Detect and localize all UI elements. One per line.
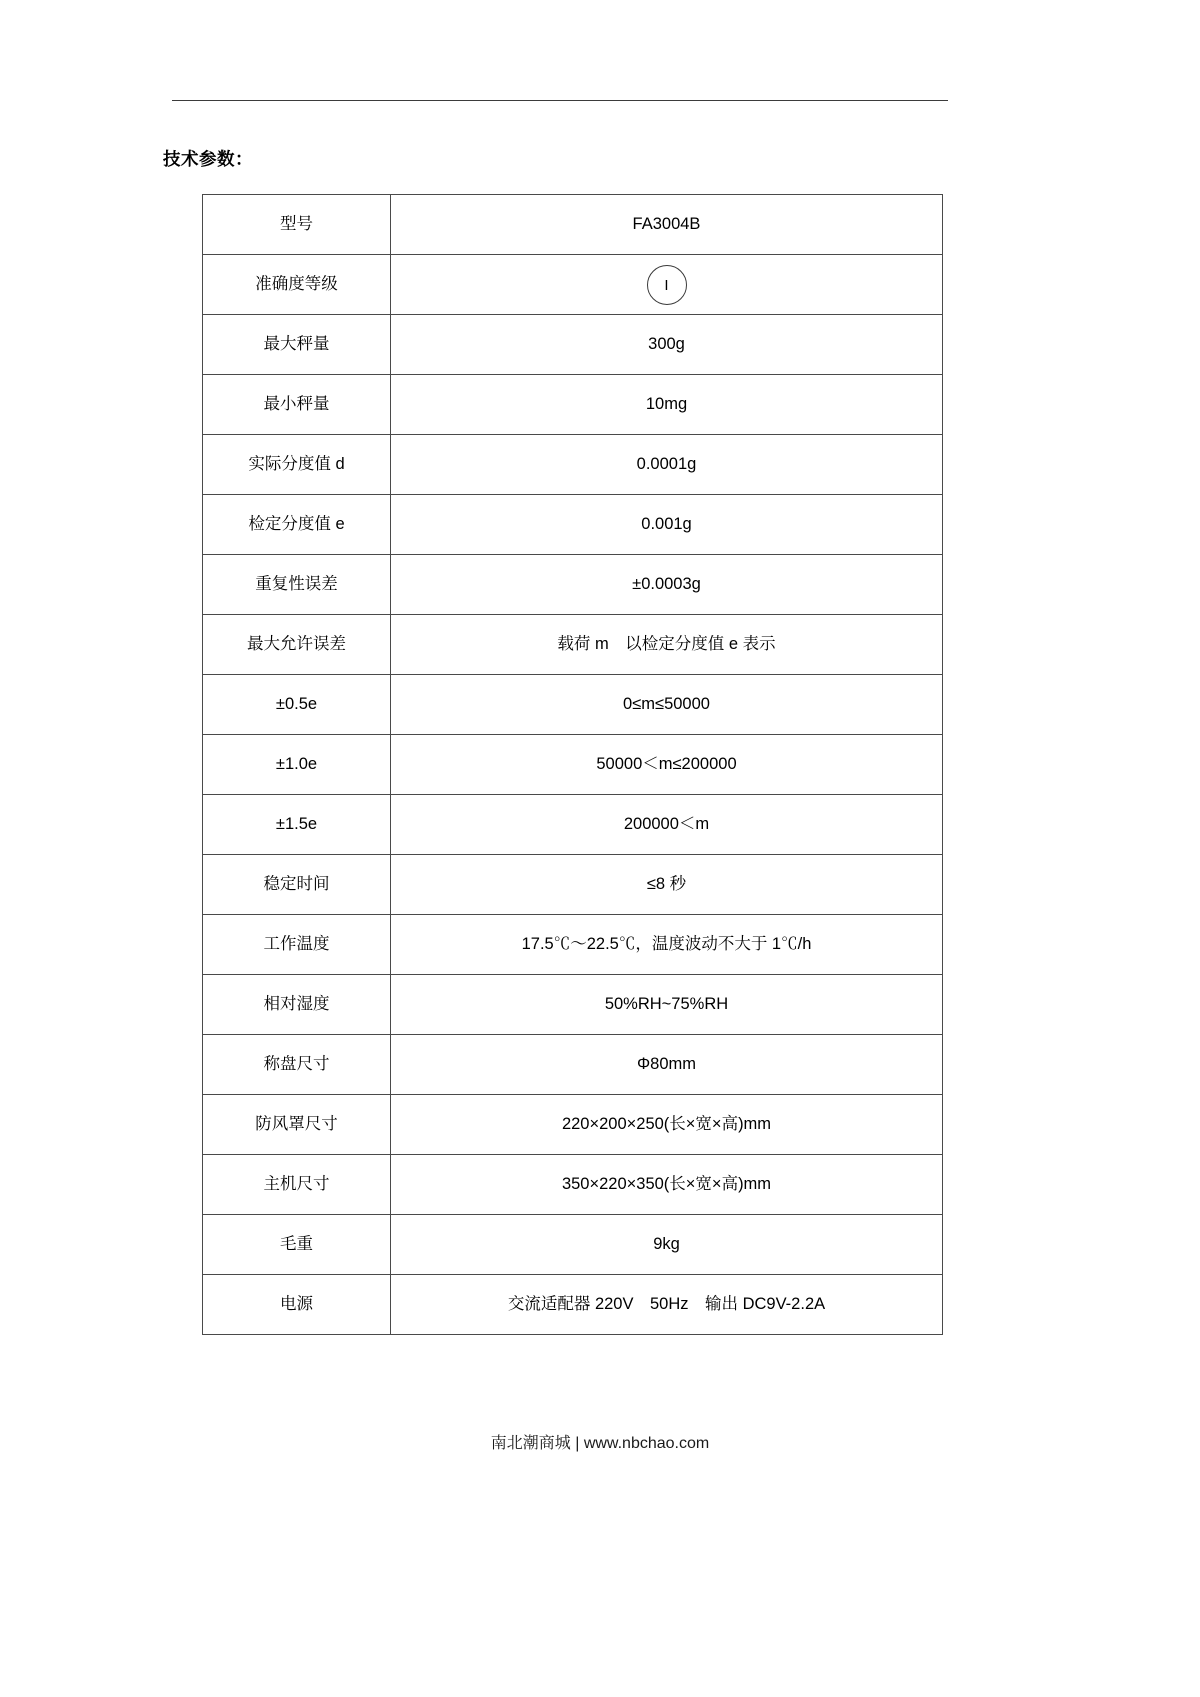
footer-text: 南北潮商城 | www.nbchao.com xyxy=(490,1435,710,1452)
spec-value: 200000＜m xyxy=(391,795,943,855)
spec-value: 交流适配器 220V 50Hz 输出 DC9V-2.2A xyxy=(391,1275,943,1335)
table-row xyxy=(203,1095,943,1155)
spec-value: FA3004B xyxy=(391,195,943,255)
spec-value: 0≤m≤50000 xyxy=(391,675,943,735)
spec-value: ±0.0003g xyxy=(391,555,943,615)
table-row xyxy=(203,735,943,795)
table-row xyxy=(203,615,943,675)
spec-value: 220×200×250(长×宽×高)mm xyxy=(391,1095,943,1155)
spec-label: 防风罩尺寸 xyxy=(203,1095,391,1155)
table-row xyxy=(203,1215,943,1275)
table-row xyxy=(203,555,943,615)
spec-label: 电源 xyxy=(203,1275,391,1335)
spec-label: ±1.0e xyxy=(203,735,391,795)
table-row xyxy=(203,915,943,975)
spec-label: 检定分度值 e xyxy=(203,495,391,555)
spec-value: 0.001g xyxy=(391,495,943,555)
table-row xyxy=(203,375,943,435)
specifications-table xyxy=(202,194,943,1335)
page-title: 技术参数： xyxy=(163,149,253,169)
table-body xyxy=(203,195,943,1335)
spec-label: ±1.5e xyxy=(203,795,391,855)
spec-label: 相对湿度 xyxy=(203,975,391,1035)
spec-value: ≤8 秒 xyxy=(391,855,943,915)
spec-label: 工作温度 xyxy=(203,915,391,975)
accuracy-class-circle: I xyxy=(647,265,687,305)
table-row xyxy=(203,975,943,1035)
table-row xyxy=(203,855,943,915)
table-row xyxy=(203,495,943,555)
table-row xyxy=(203,795,943,855)
table-row xyxy=(203,195,943,255)
table-row xyxy=(203,1035,943,1095)
spec-label: 毛重 xyxy=(203,1215,391,1275)
spec-label: 重复性误差 xyxy=(203,555,391,615)
spec-value: Φ80mm xyxy=(391,1035,943,1095)
table-row xyxy=(203,315,943,375)
table-row xyxy=(203,1275,943,1335)
spec-label: 称盘尺寸 xyxy=(203,1035,391,1095)
spec-label: 稳定时间 xyxy=(203,855,391,915)
spec-value: 17.5℃～22.5℃，温度波动不大于 1℃/h xyxy=(391,915,943,975)
header-divider xyxy=(172,100,948,101)
table-row xyxy=(203,255,943,315)
spec-label: 最小秤量 xyxy=(203,375,391,435)
spec-value: 50%RH~75%RH xyxy=(391,975,943,1035)
spec-label: 最大允许误差 xyxy=(203,615,391,675)
spec-value: 50000＜m≤200000 xyxy=(391,735,943,795)
spec-label: 主机尺寸 xyxy=(203,1155,391,1215)
spec-value: 0.0001g xyxy=(391,435,943,495)
spec-value: 10mg xyxy=(391,375,943,435)
spec-value: 载荷 m 以检定分度值 e 表示 xyxy=(391,615,943,675)
spec-label: ±0.5e xyxy=(203,675,391,735)
table-row xyxy=(203,675,943,735)
spec-label: 最大秤量 xyxy=(203,315,391,375)
spec-value xyxy=(391,255,943,315)
spec-label: 实际分度值 d xyxy=(203,435,391,495)
spec-label: 准确度等级 xyxy=(203,255,391,315)
spec-label: 型号 xyxy=(203,195,391,255)
table-row xyxy=(203,435,943,495)
table-row xyxy=(203,1155,943,1215)
spec-value: 300g xyxy=(391,315,943,375)
spec-value: 350×220×350(长×宽×高)mm xyxy=(391,1155,943,1215)
spec-value: 9kg xyxy=(391,1215,943,1275)
